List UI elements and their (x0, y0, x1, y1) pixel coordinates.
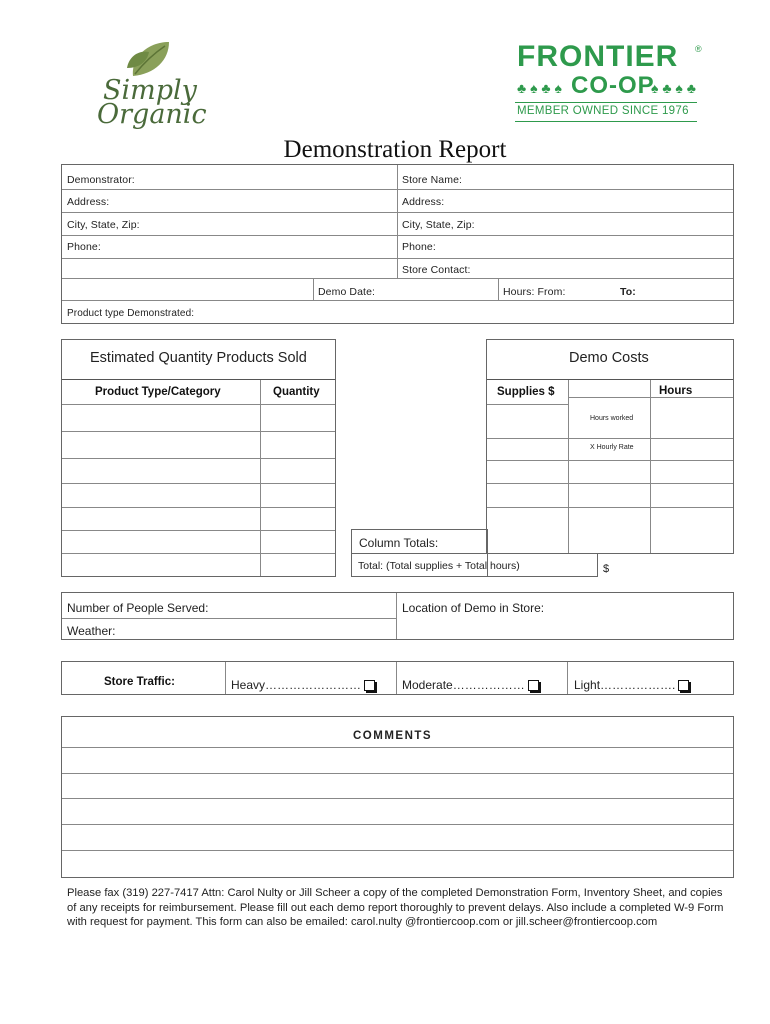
traffic-moderate-label: Moderate……………… (402, 678, 525, 692)
frontier-wordmark: FRONTIER (517, 40, 679, 73)
footer-note: Please fax (319) 227-7417 Attn: Carol Nulty or Jill Scheer a copy of the completed Demonstration Form, Inventory Sheet, and copies of any receipts for reimbursement. Please fill out each demo report thoroughly to prevent delays. Also include a completed W-9 Form with request for payment. This form can also be emailed: carol.nulty @frontiercoop.com or jill.scheer@frontiercoop.com (67, 887, 724, 928)
hours-header: Hours (659, 385, 693, 397)
demonstrator-label: Demonstrator: (67, 174, 135, 186)
demo-costs-title: Demo Costs (569, 350, 649, 366)
column-totals-label: Column Totals: (359, 536, 439, 550)
traffic-light-option[interactable] (574, 678, 689, 692)
phone-label-left: Phone: (67, 241, 101, 253)
frontier-coop-logo (515, 42, 705, 124)
product-type-label: Product type Demonstrated: (67, 308, 195, 319)
heavy-checkbox-icon[interactable] (364, 680, 375, 691)
address-label-right: Address: (402, 196, 445, 208)
quantity-table-title: Estimated Quantity Products Sold (90, 350, 307, 366)
traffic-moderate-option[interactable] (402, 678, 539, 692)
coop-wordmark: CO-OP (571, 72, 655, 99)
traffic-heavy-option[interactable] (231, 678, 375, 692)
traffic-light-label: Light………………. (574, 678, 676, 692)
phone-label-right: Phone: (402, 241, 436, 253)
city-label-left: City, State, Zip: (67, 219, 140, 231)
registered-mark: ® (695, 44, 702, 54)
store-contact-label: Store Contact: (402, 264, 471, 276)
page-title: Demonstration Report (283, 136, 507, 163)
quantity-header: Quantity (273, 386, 320, 398)
served-box (61, 592, 734, 640)
logo-text-simply: Simply (103, 75, 197, 106)
logo-text-organic: Organic (97, 99, 207, 130)
herb-icons-right: ♠ ♣ ♠ ♣ (651, 80, 696, 96)
simply-organic-logo (95, 38, 215, 133)
weather-label: Weather: (67, 624, 116, 638)
leaf-icon (125, 38, 175, 80)
traffic-heavy-label: Heavy…………………… (231, 678, 362, 692)
total-label: Total: (Total supplies + Total hours) (358, 560, 520, 572)
logo-divider-bottom (515, 121, 697, 122)
product-type-header: Product Type/Category (95, 386, 221, 398)
store-name-label: Store Name: (402, 174, 463, 186)
herb-icons: ♣ ♠ ♣ ♠ (517, 80, 562, 96)
to-label: To: (620, 286, 636, 298)
comments-title: COMMENTS (353, 730, 433, 742)
hours-from-label: Hours: From: (503, 286, 566, 298)
hourly-rate-label: X Hourly Rate (590, 444, 634, 451)
address-label-left: Address: (67, 196, 110, 208)
logo-divider (515, 102, 697, 103)
location-label: Location of Demo in Store: (402, 601, 545, 615)
moderate-checkbox-icon[interactable] (528, 680, 539, 691)
frontier-tagline: MEMBER OWNED SINCE 1976 (517, 105, 689, 117)
supplies-header: Supplies $ (497, 386, 555, 398)
store-traffic-label: Store Traffic: (104, 676, 175, 688)
demo-date-label: Demo Date: (318, 286, 376, 298)
city-label-right: City, State, Zip: (402, 219, 475, 231)
total-dollar: $ (603, 563, 610, 575)
light-checkbox-icon[interactable] (678, 680, 689, 691)
hours-worked-label: Hours worked (590, 415, 634, 422)
people-served-label: Number of People Served: (67, 601, 209, 615)
